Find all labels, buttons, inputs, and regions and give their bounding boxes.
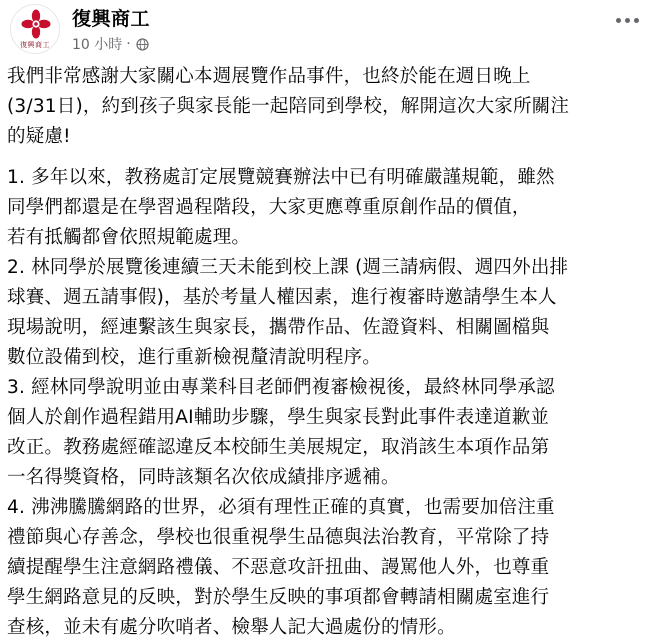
point-3 xyxy=(7,373,657,493)
globe-icon[interactable] xyxy=(136,38,149,51)
text-line: 禮節與心存善念，學校也很重視學生品德與法治教育，平常除了持 xyxy=(7,527,550,548)
text-line: 1. 多年以來，教務處訂定展覽競賽辦法中已有明確嚴謹規範，雖然 xyxy=(7,167,555,188)
logo-caption: 復興商工 xyxy=(20,41,50,49)
meta-separator: · xyxy=(126,36,131,52)
post-timestamp[interactable]: 10 小時 xyxy=(72,37,123,53)
school-logo-icon xyxy=(20,8,52,40)
text-line: 若有抵觸都會依照規範處理。 xyxy=(7,227,251,248)
text-line: 現場說明，經連繫該生與家長，攜帶作品、佐證資料、相關圖檔與 xyxy=(7,317,550,338)
text-line: 球賽、週五請事假)，基於考量人權因素，進行複審時邀請學生本人 xyxy=(7,287,557,308)
point-4 xyxy=(7,493,657,643)
more-dot-icon xyxy=(616,18,621,23)
text-line: 數位設備到校，進行重新檢視釐清說明程序。 xyxy=(7,347,382,368)
post-header xyxy=(0,0,661,62)
more-dot-icon xyxy=(634,18,639,23)
post-body xyxy=(7,62,657,643)
text-line: 學生網路意見的反映，對於學生反映的事項都會轉請相關處室進行 xyxy=(7,587,550,608)
avatar[interactable] xyxy=(10,4,60,54)
text-line: (3/31日)，約到孩子與家長能一起陪同到學校，解開這次大家所關注 xyxy=(7,96,570,117)
text-line: 個人於創作過程錯用AI輔助步驟，學生與家長對此事件表達道歉並 xyxy=(7,407,550,428)
more-options-button[interactable] xyxy=(609,6,645,34)
paragraph-gap xyxy=(7,152,657,163)
more-dot-icon xyxy=(625,18,630,23)
text-line: 查核，並未有處分吹哨者、檢舉人記大過處份的情形。 xyxy=(7,617,456,638)
text-line: 的疑慮! xyxy=(7,126,71,147)
text-line: 同學們都還是在學習過程階段，大家更應尊重原創作品的價值， xyxy=(7,197,531,218)
page-name-link[interactable]: 復興商工 xyxy=(72,8,151,30)
text-line: 續提醒學生注意網路禮儀、不惡意攻訐扭曲、謾罵他人外，也尊重 xyxy=(7,557,550,578)
text-line: 改正。教務處經確認違反本校師生美展規定，取消該生本項作品第 xyxy=(7,437,550,458)
point-2 xyxy=(7,253,657,373)
text-line: 4. 沸沸騰騰網路的世界，必須有理性正確的真實，也需要加倍注重 xyxy=(7,497,555,518)
point-1 xyxy=(7,163,657,253)
intro-paragraph xyxy=(7,62,657,152)
text-line: 3. 經林同學說明並由專業科目老師們複審檢視後，最終林同學承認 xyxy=(7,377,555,398)
text-line: 2. 林同學於展覽後連續三天未能到校上課 (週三請病假、週四外出排 xyxy=(7,257,569,278)
post-meta xyxy=(72,34,149,54)
text-line: 一名得獎資格，同時該類名次依成績排序遞補。 xyxy=(7,467,400,488)
text-line: 我們非常感謝大家關心本週展覽作品事件，也終於能在週日晚上 xyxy=(7,66,531,87)
